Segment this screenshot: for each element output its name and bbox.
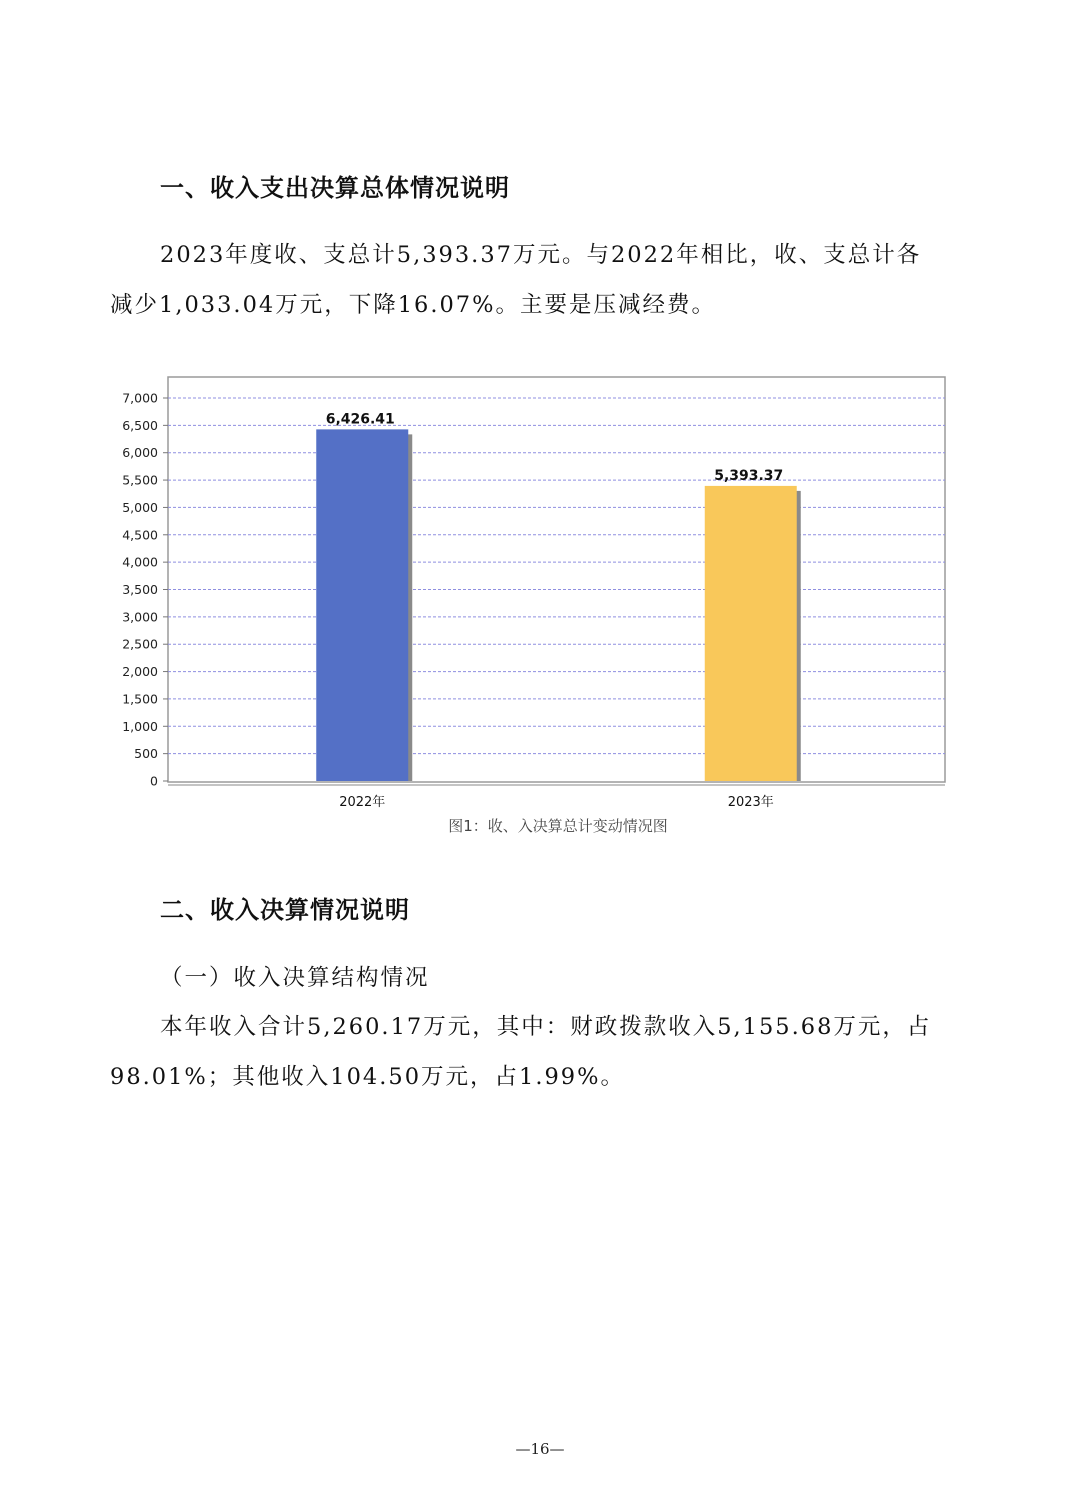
y-tick-label: 0 bbox=[150, 773, 158, 789]
total-change-bar-chart bbox=[100, 370, 960, 815]
bar-value-label: 5,393.37 bbox=[714, 467, 784, 484]
y-tick-label: 1,000 bbox=[122, 718, 158, 734]
y-tick-label: 5,500 bbox=[122, 472, 158, 488]
bar bbox=[705, 486, 797, 781]
y-tick-label: 6,000 bbox=[122, 445, 158, 461]
bar bbox=[316, 429, 408, 781]
y-tick-label: 3,500 bbox=[122, 582, 158, 597]
section-2-heading: 二、收入决算情况说明 bbox=[160, 896, 410, 924]
section-2-subheading: （一）收入决算结构情况 bbox=[160, 965, 430, 991]
section-1-heading: 一、收入支出决算总体情况说明 bbox=[160, 174, 510, 202]
y-tick-label: 7,000 bbox=[122, 390, 158, 406]
y-tick-label: 3,000 bbox=[122, 609, 158, 625]
x-category-label: 2022年 bbox=[339, 795, 386, 810]
y-tick-label: 6,500 bbox=[122, 417, 158, 433]
y-tick-label: 500 bbox=[134, 746, 158, 762]
section-2-paragraph: 本年收入合计5,260.17万元，其中：财政拨款收入5,155.68万元，占98.01%；其他收入104.50万元，占1.99%。 bbox=[110, 1014, 932, 1090]
plot-area bbox=[168, 377, 945, 782]
y-tick-label: 4,000 bbox=[122, 554, 158, 570]
y-tick-label: 4,500 bbox=[122, 527, 158, 543]
y-tick-label: 5,000 bbox=[122, 499, 158, 515]
bar-value-label: 6,426.41 bbox=[325, 411, 395, 428]
x-category-label: 2023年 bbox=[727, 795, 774, 810]
y-tick-label: 2,500 bbox=[122, 636, 158, 652]
page-number: —16— bbox=[515, 1440, 565, 1458]
section-1-paragraph: 2023年度收、支总计5,393.37万元。与2022年相比，收、支总计各减少1,033.04万元，下降16.07%。主要是压减经费。 bbox=[110, 242, 922, 318]
y-tick-label: 1,500 bbox=[122, 691, 158, 707]
y-tick-label: 2,000 bbox=[122, 664, 158, 680]
chart-caption: 图1：收、入决算总计变动情况图 bbox=[448, 817, 668, 835]
